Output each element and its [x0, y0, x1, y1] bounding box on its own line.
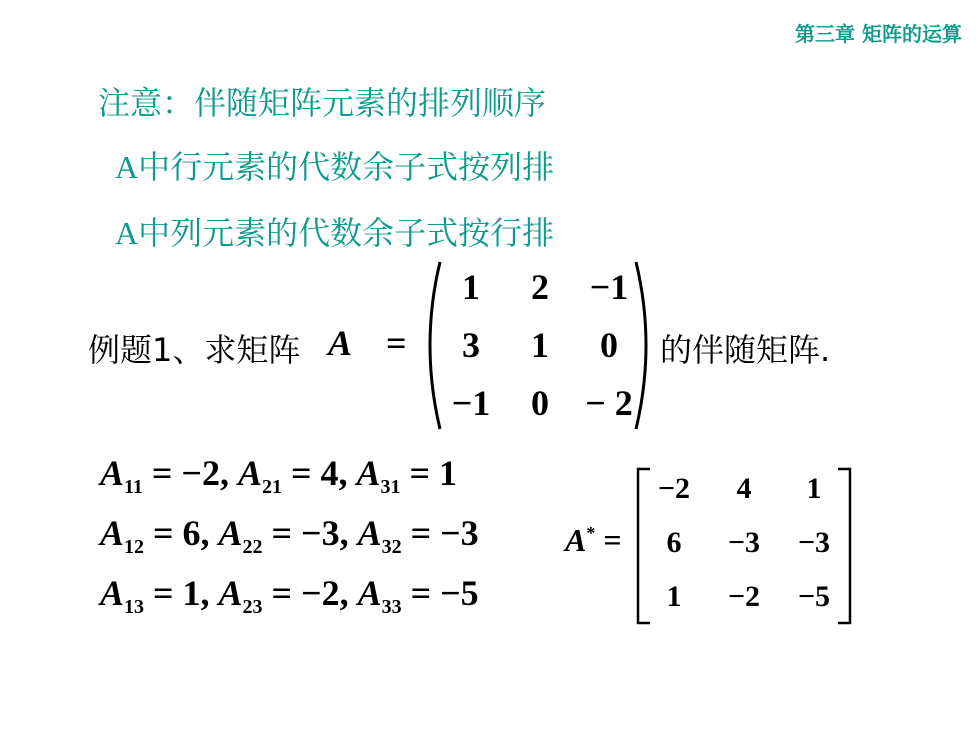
cofactor-row-2 [100, 512, 479, 559]
matrix-cell: − 2 [585, 383, 633, 423]
cofactor-index: 22 [242, 536, 263, 558]
matrix-cell: 0 [531, 383, 549, 423]
cofactor-index: 11 [124, 476, 143, 498]
cofactor-index: 23 [242, 596, 263, 618]
cofactor-row-3 [100, 572, 479, 619]
cofactor-index: 12 [124, 536, 145, 558]
note-title: 注意：伴随矩阵元素的排列顺序 [98, 84, 547, 122]
cofactor-symbol: A [100, 453, 125, 493]
matrix-cell: 0 [600, 325, 618, 365]
cofactor-symbol: A [356, 453, 381, 493]
matrix-cell: 3 [462, 325, 480, 365]
matrix-cell: 1 [462, 267, 480, 307]
cofactor-value: = −5 [410, 573, 479, 613]
adjoint-cell: −2 [657, 472, 691, 505]
example-matrix-symbol: A [328, 323, 353, 363]
cofactor-value: = 4, [290, 453, 348, 493]
adjoint-cell: 1 [806, 472, 822, 505]
cofactor-value: = 1 [409, 453, 458, 493]
adjoint-star: * [586, 523, 596, 543]
adjoint-cell: 6 [666, 526, 682, 559]
adjoint-cell: −3 [727, 526, 761, 559]
adjoint-equals: = [603, 522, 622, 558]
adjoint-label [565, 522, 622, 559]
cofactor-value: = −3, [271, 513, 349, 553]
cofactor-symbol: A [218, 513, 243, 553]
cofactor-symbol: A [218, 573, 243, 613]
note-line-cols [115, 208, 554, 254]
example-equals: = [386, 323, 407, 363]
cofactor-value: = −2, [151, 453, 229, 493]
cofactor-value: = −3 [410, 513, 479, 553]
cofactor-index: 31 [380, 476, 401, 498]
note-line-cols-text: 中列元素的代数余子式按行排 [138, 214, 555, 252]
adjoint-cell: −3 [797, 526, 831, 559]
adjoint-cell: −2 [727, 580, 761, 613]
adjoint-cell: 1 [666, 580, 682, 613]
chapter-header: 第三章 矩阵的运算 [795, 22, 962, 46]
note-line-cols-A: A [115, 215, 139, 251]
cofactor-value: = 6, [153, 513, 210, 553]
example-tail: 的伴随矩阵. [660, 331, 831, 369]
cofactor-symbol: A [100, 513, 125, 553]
adjoint-matrix [634, 466, 854, 626]
matrix-cell: −1 [451, 383, 491, 423]
cofactor-symbol: A [100, 573, 125, 613]
cofactor-symbol: A [237, 453, 262, 493]
adjoint-cell: 4 [736, 472, 752, 505]
cofactor-index: 21 [261, 476, 282, 498]
cofactor-value: = −2, [271, 573, 349, 613]
cofactor-index: 32 [381, 536, 402, 558]
note-line-rows [115, 142, 554, 188]
cofactor-symbol: A [357, 573, 382, 613]
adjoint-symbol: A [565, 522, 587, 558]
matrix-cell: 1 [531, 325, 549, 365]
example-matrix [418, 258, 658, 433]
cofactor-index: 13 [124, 596, 145, 618]
cofactor-index: 33 [381, 596, 402, 618]
note-line-rows-text: 中行元素的代数余子式按列排 [138, 148, 555, 186]
matrix-cell: 2 [531, 267, 549, 307]
example-label: 例题1、求矩阵 [88, 331, 301, 369]
note-line-rows-A: A [115, 149, 139, 185]
cofactor-symbol: A [357, 513, 382, 553]
cofactor-row-1 [100, 452, 457, 499]
matrix-cell: −1 [589, 267, 629, 307]
cofactor-value: = 1, [153, 573, 210, 613]
adjoint-cell: −5 [797, 580, 831, 613]
